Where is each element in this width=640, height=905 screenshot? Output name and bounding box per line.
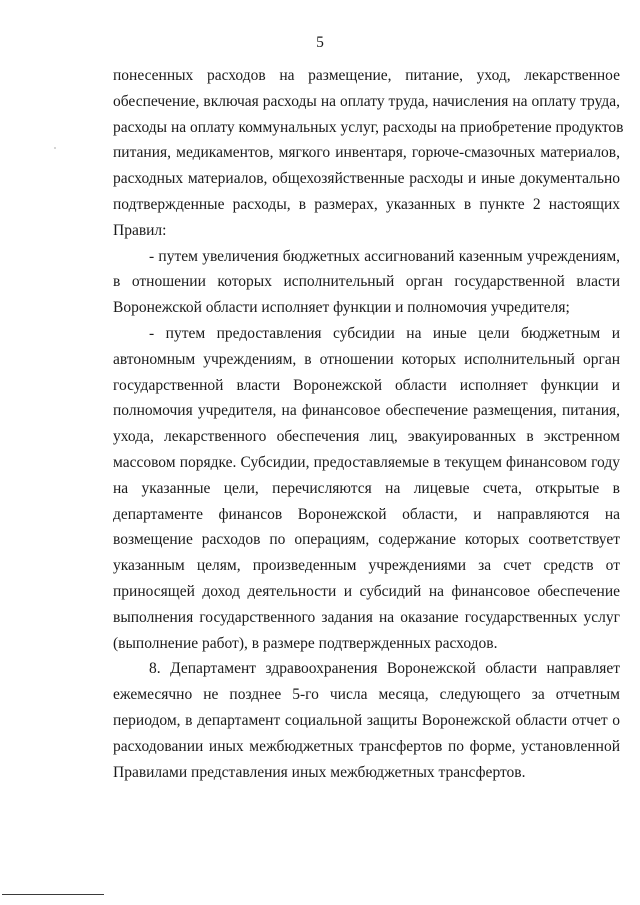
text-line: возмещение расходов по операциям, содержание которых соответствует	[113, 531, 620, 549]
text-line: расходных материалов, общехозяйственные расходы и иные документально	[113, 170, 620, 188]
page-number: 5	[316, 34, 324, 51]
numbered-paragraph-line: 8. Департамент здравоохранения Воронежской области направляет	[149, 660, 620, 678]
text-line: указанным целям, произведенным учреждениями за счет средств от	[113, 557, 620, 575]
text-line: приносящей доход деятельности и субсидий на финансовое обеспечение	[113, 582, 620, 600]
text-line: Правилами представления иных межбюджетных трансфертов.	[113, 763, 526, 781]
text-line: автономным учреждениям, в отношении которых исполнительный орган	[113, 350, 620, 368]
document-body	[113, 63, 624, 785]
text-line: расходы на оплату коммунальных услуг, расходы на приобретение продуктов	[113, 118, 624, 136]
text-line: обеспечение, включая расходы на оплату труда, начисления на оплату труда,	[113, 92, 620, 110]
footnote-separator	[2, 894, 104, 895]
text-line: департаменте финансов Воронежской области, и направляются на	[113, 505, 620, 523]
text-line: Правил:	[113, 221, 167, 239]
text-line: ежемесячно не позднее 5-го числа месяца, следующего за отчетным	[113, 686, 620, 704]
text-line: ухода, лекарственного обеспечения лиц, эвакуированных в экстренном	[113, 428, 620, 446]
text-line: в отношении которых исполнительный орган государственной власти	[113, 273, 620, 291]
text-line: питания, медикаментов, мягкого инвентаря, горюче-смазочных материалов,	[113, 144, 620, 162]
text-line: периодом, в департамент социальной защиты Воронежской области отчет о	[113, 711, 620, 729]
list-item-line: - путем предоставления субсидии на иные цели бюджетным и	[149, 324, 620, 342]
text-line: подтвержденные расходы, в размерах, указанных в пункте 2 настоящих	[113, 195, 620, 213]
text-line: полномочия учредителя, на финансовое обеспечение размещения, питания,	[113, 402, 620, 420]
text-line: расходовании иных межбюджетных трансфертов по форме, установленной	[113, 737, 620, 755]
scan-speck	[54, 147, 56, 149]
text-line: (выполнение работ), в размере подтвержденных расходов.	[113, 634, 498, 652]
text-line: на указанные цели, перечисляются на лицевые счета, открытые в	[113, 479, 620, 497]
text-line: выполнения государственного задания на оказание государственных услуг	[113, 608, 620, 626]
list-item-line: - путем увеличения бюджетных ассигнований казенным учреждениям,	[149, 247, 620, 265]
text-line: понесенных расходов на размещение, питание, уход, лекарственное	[113, 67, 620, 84]
text-line: государственной власти Воронежской области исполняет функции и	[113, 376, 620, 394]
text-line: Воронежской области исполняет функции и полномочия учредителя;	[113, 299, 570, 317]
text-line: массовом порядке. Субсидии, предоставляемые в текущем финансовом году	[113, 453, 620, 471]
